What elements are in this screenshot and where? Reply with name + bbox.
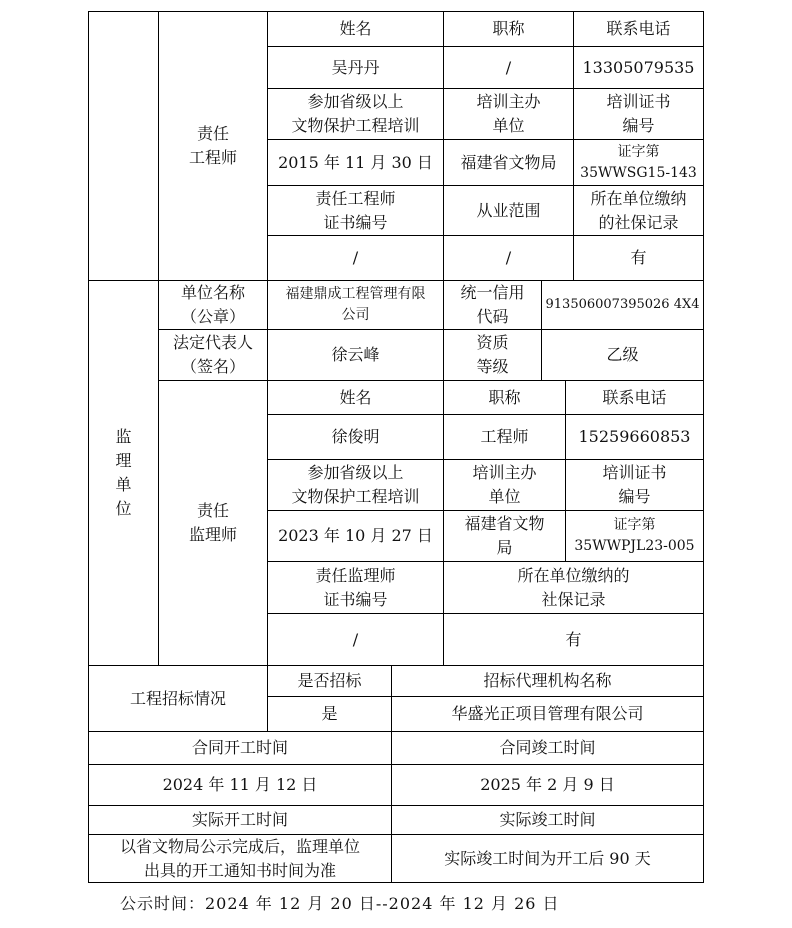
unit-name: 福建鼎成工程管理有限 公司 (267, 280, 444, 330)
supervisor-cert-no: / (267, 613, 444, 666)
qualification-header: 资质 等级 (443, 329, 542, 381)
is-bid: 是 (267, 696, 392, 732)
supervisor-organizer-header: 培训主办 单位 (443, 459, 566, 511)
engineer-cert-no-header: 责任工程师 证书编号 (267, 185, 444, 236)
actual-start: 以省文物局公示完成后，监理单位 出具的开工通知书时间为准 (88, 834, 392, 883)
engineer-name-header: 姓名 (267, 11, 444, 47)
publicity-period: 公示时间：2024 年 12 月 20 日--2024 年 12 月 26 日 (120, 894, 560, 913)
supervisor-name-header: 姓名 (267, 380, 444, 415)
engineer-cert-training-header: 培训证书 编号 (573, 88, 704, 140)
supervisor-organizer: 福建省文物 局 (443, 510, 566, 562)
supervisor-name: 徐俊明 (267, 414, 444, 460)
supervisor-training-header: 参加省级以上 文物保护工程培训 (267, 459, 444, 511)
contract-start: 2024 年 11 月 12 日 (88, 764, 392, 806)
engineer-training-header: 参加省级以上 文物保护工程培训 (267, 88, 444, 140)
actual-end-header: 实际竣工时间 (391, 805, 704, 835)
supervisor-title: 工程师 (443, 414, 566, 460)
unit-name-header: 单位名称 （公章） (158, 280, 268, 330)
supervisor-cert-no-header: 责任监理师 证书编号 (267, 561, 444, 614)
supervision-unit-label: 监 理 单 位 (88, 280, 159, 666)
credit-code-header: 统一信用 代码 (443, 280, 542, 330)
supervisor-social: 有 (443, 613, 704, 666)
supervisor-section-label: 责任 监理师 (158, 380, 268, 666)
engineer-name: 吴丹丹 (267, 46, 444, 89)
engineer-organizer-header: 培训主办 单位 (443, 88, 574, 140)
is-bid-header: 是否招标 (267, 665, 392, 697)
engineer-title-header: 职称 (443, 11, 574, 47)
contract-end: 2025 年 2 月 9 日 (391, 764, 704, 806)
bidding-label: 工程招标情况 (88, 665, 268, 732)
engineer-cert-no: / (267, 235, 444, 281)
agency-header: 招标代理机构名称 (391, 665, 704, 697)
qualification: 乙级 (541, 329, 704, 381)
agency-name: 华盛光正项目管理有限公司 (391, 696, 704, 732)
contract-start-header: 合同开工时间 (88, 731, 392, 765)
supervisor-social-header: 所在单位缴纳的 社保记录 (443, 561, 704, 614)
engineer-organizer: 福建省文物局 (443, 139, 574, 186)
credit-code: 913506007395026 4X4 (541, 280, 704, 330)
blank-left-cell (88, 11, 159, 281)
supervisor-title-header: 职称 (443, 380, 566, 415)
engineer-phone: 13305079535 (573, 46, 704, 89)
engineer-training-date: 2015 年 11 月 30 日 (267, 139, 444, 186)
engineer-cert-training: 证字第 35WWSG15-143 (573, 139, 704, 186)
actual-end: 实际竣工时间为开工后 90 天 (391, 834, 704, 883)
legal-rep: 徐云峰 (267, 329, 444, 381)
engineer-phone-header: 联系电话 (573, 11, 704, 47)
engineer-social-header: 所在单位缴纳 的社保记录 (573, 185, 704, 236)
engineer-section-label: 责任 工程师 (158, 11, 268, 281)
engineer-scope-header: 从业范围 (443, 185, 574, 236)
contract-end-header: 合同竣工时间 (391, 731, 704, 765)
supervisor-cert-training-header: 培训证书 编号 (565, 459, 704, 511)
legal-rep-header: 法定代表人 （签名） (158, 329, 268, 381)
engineer-scope: / (443, 235, 574, 281)
engineer-social: 有 (573, 235, 704, 281)
actual-start-header: 实际开工时间 (88, 805, 392, 835)
supervisor-training-date: 2023 年 10 月 27 日 (267, 510, 444, 562)
supervisor-phone: 15259660853 (565, 414, 704, 460)
engineer-title: / (443, 46, 574, 89)
supervisor-cert-training: 证字第 35WWPJL23-005 (565, 510, 704, 562)
supervisor-phone-header: 联系电话 (565, 380, 704, 415)
